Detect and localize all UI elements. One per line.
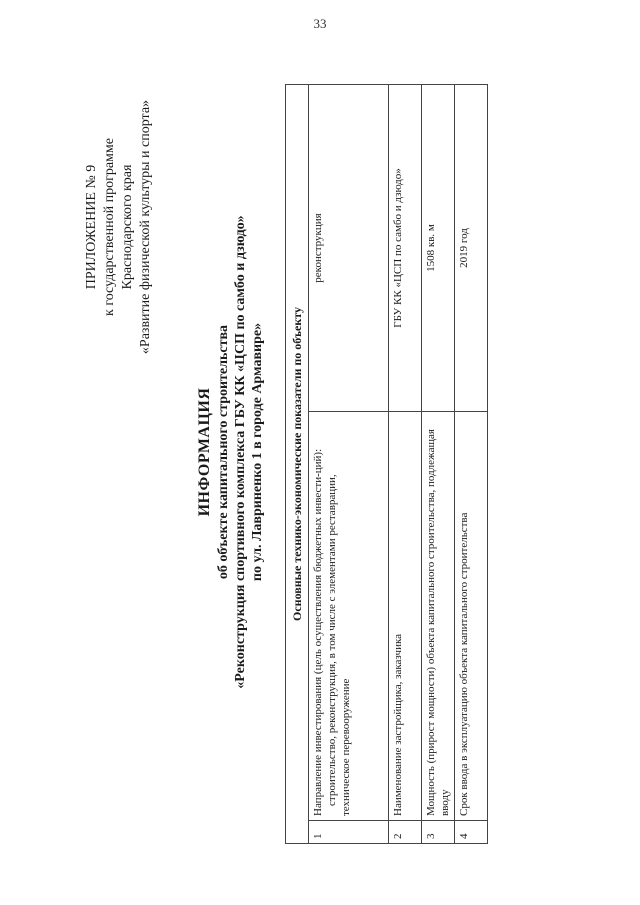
appendix-program: к государственной программе <box>102 138 117 316</box>
heading-subtitle: об объекте капитального строительства <box>216 324 231 580</box>
table-caption-row <box>286 85 309 844</box>
row-value: реконструкция <box>309 85 389 412</box>
row-name-main: Направление инвестирования (цель осуществления бюджетных инвести-ций): <box>312 448 324 816</box>
page-number: 33 <box>313 16 327 31</box>
heading-address: по ул. Лавриненко 1 в городе Армавире» <box>250 322 265 582</box>
row-number: 1 <box>309 821 389 844</box>
appendix-block <box>83 72 155 382</box>
indicators-table <box>285 84 488 844</box>
row-name: Наименование застройщика, заказчика <box>389 412 422 821</box>
row-name: Срок ввода в эксплуатацию объекта капитального строительства <box>455 412 488 821</box>
table-row <box>309 85 389 844</box>
row-number: 3 <box>422 821 455 844</box>
table-row <box>455 85 488 844</box>
row-number: 4 <box>455 821 488 844</box>
document-heading <box>195 72 266 832</box>
table-row <box>422 85 455 844</box>
row-name: Мощность (прирост мощности) объекта капитального строительства, подлежащая вводу <box>422 412 455 821</box>
row-name-detail: строительство, реконструкция, в том числе с элементами реставрации, техническое перевооружение <box>326 474 352 816</box>
table-caption: Основные технико-экономические показатели по объекту <box>286 85 309 844</box>
row-name <box>309 412 389 821</box>
appendix-number: ПРИЛОЖЕНИЕ № 9 <box>84 164 99 290</box>
appendix-region: Краснодарского края <box>120 164 135 290</box>
rotated-page-content <box>83 52 553 852</box>
table-row <box>389 85 422 844</box>
row-value: 1508 кв. м <box>422 85 455 412</box>
heading-title: ИНФОРМАЦИЯ <box>196 387 213 517</box>
appendix-program-name: «Развитие физической культуры и спорта» <box>138 99 153 355</box>
row-number: 2 <box>389 821 422 844</box>
row-value: 2019 год <box>455 85 488 412</box>
heading-project: «Реконструкция спортивного комплекса ГБУ КК «ЦСП по самбо и дзюдо» <box>233 215 248 689</box>
row-value: ГБУ КК «ЦСП по самбо и дзюдо» <box>389 85 422 412</box>
